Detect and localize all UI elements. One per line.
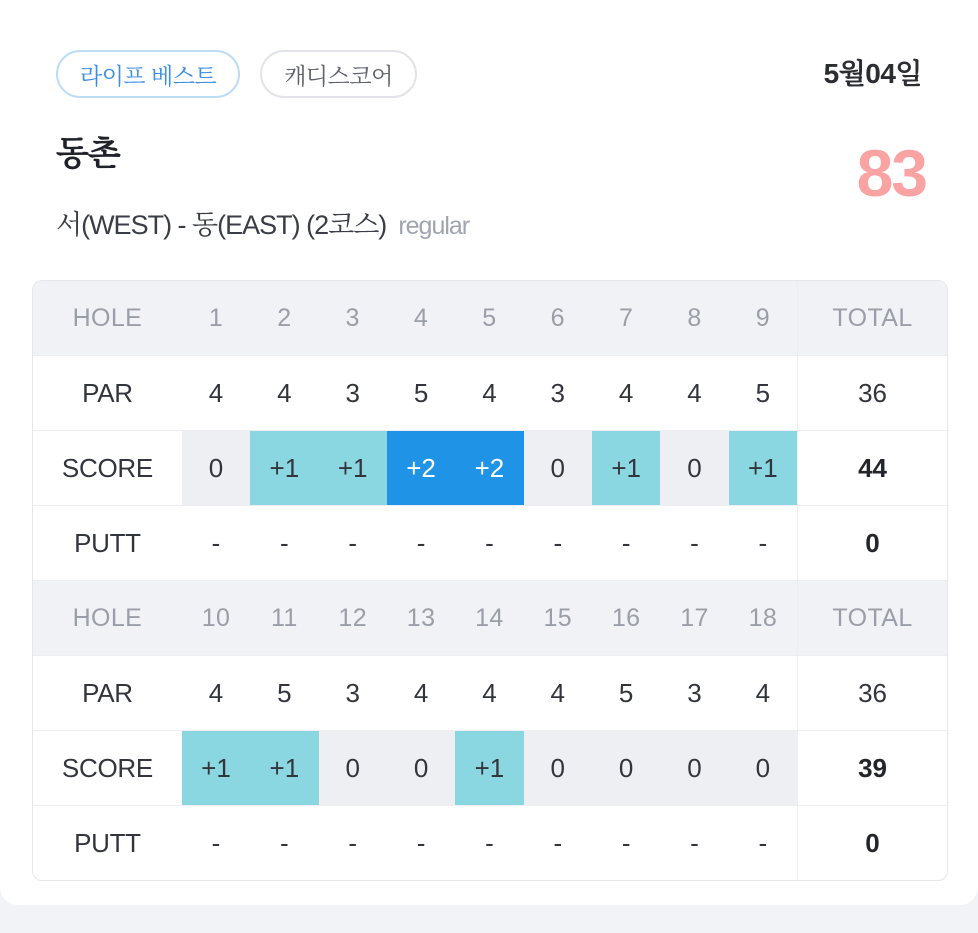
putt-back-16: - xyxy=(621,827,631,858)
hole-front-9: 9 xyxy=(729,281,798,356)
putt-front-4: - xyxy=(387,506,455,581)
score-front-6[interactable]: 0 xyxy=(524,431,592,506)
row-label-hole-back: HOLE xyxy=(33,581,182,656)
round-date: 5월04일 xyxy=(823,58,922,89)
round-type: regular xyxy=(398,212,470,240)
hole-front-1: 1 xyxy=(182,281,250,356)
row-label-hole: HOLE xyxy=(33,281,182,356)
score-front-7[interactable]: +1 xyxy=(592,431,660,506)
score-back-10[interactable]: +1 xyxy=(182,731,250,806)
putt-front-1: - xyxy=(182,506,250,581)
chips-row xyxy=(56,50,922,98)
putt-back-10: - xyxy=(211,827,221,858)
par-front-4: 5 xyxy=(387,356,455,431)
hole-back-18: 18 xyxy=(729,581,798,656)
score-back-14[interactable]: +1 xyxy=(455,731,523,806)
score-front-3[interactable]: +1 xyxy=(319,431,387,506)
score-front-9[interactable]: +1 xyxy=(729,431,798,506)
course-name: 동촌 xyxy=(56,135,120,173)
score-back-11[interactable]: +1 xyxy=(250,731,318,806)
hole-front-2: 2 xyxy=(250,281,318,356)
putt-front-5: - xyxy=(455,506,523,581)
chip-life-best-label: 라이프 베스트 xyxy=(80,62,217,89)
table-row-putt-back xyxy=(33,806,947,881)
par-back-12: 3 xyxy=(319,656,387,731)
par-front-9: 5 xyxy=(729,356,798,431)
hole-back-13: 13 xyxy=(387,581,455,656)
par-front-6: 3 xyxy=(524,356,592,431)
row-label-putt-back: PUTT xyxy=(74,827,141,858)
putt-front-9: - xyxy=(729,506,798,581)
putt-front-6: - xyxy=(524,506,592,581)
putt-back-14: - xyxy=(485,827,494,858)
score-front-1[interactable]: 0 xyxy=(182,431,250,506)
putt-front-7: - xyxy=(592,506,660,581)
row-label-putt-front: PUTT xyxy=(33,506,182,581)
hole-back-17: 17 xyxy=(660,581,728,656)
putt-total-back: 0 xyxy=(798,806,947,881)
hole-front-4: 4 xyxy=(387,281,455,356)
score-front-4[interactable]: +2 xyxy=(387,431,455,506)
total-label-front: TOTAL xyxy=(798,281,947,356)
par-front-2: 4 xyxy=(250,356,318,431)
par-front-5: 4 xyxy=(455,356,523,431)
total-label-back: TOTAL xyxy=(798,581,947,656)
hole-back-15: 15 xyxy=(524,581,592,656)
scorecard-table xyxy=(33,281,947,880)
hole-front-8: 8 xyxy=(660,281,728,356)
course-detail: 서(WEST) - 동(EAST) (2코스) xyxy=(56,210,387,240)
putt-back-15: - xyxy=(553,827,563,858)
total-score: 83 xyxy=(856,136,926,210)
row-label-score-front: SCORE xyxy=(33,431,182,506)
par-back-17: 3 xyxy=(660,656,728,731)
putt-back-12: - xyxy=(348,827,358,858)
chip-life-best[interactable] xyxy=(56,50,240,98)
hole-back-12: 12 xyxy=(319,581,387,656)
table-row-hole-front xyxy=(33,281,947,356)
course-detail-line xyxy=(56,203,469,242)
par-front-7: 4 xyxy=(592,356,660,431)
score-back-17[interactable]: 0 xyxy=(660,731,728,806)
par-back-13: 4 xyxy=(387,656,455,731)
hole-front-3: 3 xyxy=(319,281,387,356)
par-total-back: 36 xyxy=(798,656,947,731)
hole-front-7: 7 xyxy=(592,281,660,356)
table-row-par-front xyxy=(33,356,947,431)
score-back-15[interactable]: 0 xyxy=(524,731,592,806)
row-label-par-front: PAR xyxy=(33,356,182,431)
score-back-16[interactable]: 0 xyxy=(592,731,660,806)
putt-back-11: - xyxy=(280,827,289,858)
table-row-hole-back xyxy=(33,581,947,656)
chip-caddie-score[interactable] xyxy=(260,50,417,98)
par-back-15: 4 xyxy=(524,656,592,731)
hole-front-5: 5 xyxy=(455,281,523,356)
par-back-10: 4 xyxy=(182,656,250,731)
par-front-8: 4 xyxy=(660,356,728,431)
par-front-3: 3 xyxy=(319,356,387,431)
par-total-front: 36 xyxy=(798,356,947,431)
putt-back-13: - xyxy=(416,827,426,858)
score-front-2[interactable]: +1 xyxy=(250,431,318,506)
chip-caddie-score-label: 캐디스코어 xyxy=(284,62,393,89)
score-front-8[interactable]: 0 xyxy=(660,431,728,506)
par-back-14: 4 xyxy=(455,656,523,731)
putt-front-8: - xyxy=(660,506,728,581)
table-row-score-back xyxy=(33,731,947,806)
par-back-18: 4 xyxy=(729,656,798,731)
row-label-score-back: SCORE xyxy=(33,731,182,806)
par-front-1: 4 xyxy=(182,356,250,431)
putt-back-18: - xyxy=(758,827,768,858)
hole-back-14: 14 xyxy=(455,581,523,656)
table-row-putt-front xyxy=(33,506,947,581)
table-row-par-back xyxy=(33,656,947,731)
putt-front-3: - xyxy=(319,506,387,581)
score-total-front: 44 xyxy=(798,431,947,506)
table-row-score-front xyxy=(33,431,947,506)
putt-back-17: - xyxy=(690,827,699,858)
score-back-12[interactable]: 0 xyxy=(319,731,387,806)
hole-back-10: 10 xyxy=(182,581,250,656)
score-front-5[interactable]: +2 xyxy=(455,431,523,506)
scorecard xyxy=(32,280,948,881)
hole-front-6: 6 xyxy=(524,281,592,356)
score-back-18[interactable]: 0 xyxy=(729,731,798,806)
row-label-par-back: PAR xyxy=(33,656,182,731)
par-back-16: 5 xyxy=(592,656,660,731)
hole-back-11: 11 xyxy=(250,581,318,656)
hole-back-16: 16 xyxy=(592,581,660,656)
putt-total-front: 0 xyxy=(798,506,947,581)
score-back-13[interactable]: 0 xyxy=(387,731,455,806)
putt-front-2: - xyxy=(250,506,318,581)
score-total-back: 39 xyxy=(798,731,947,806)
par-back-11: 5 xyxy=(250,656,318,731)
